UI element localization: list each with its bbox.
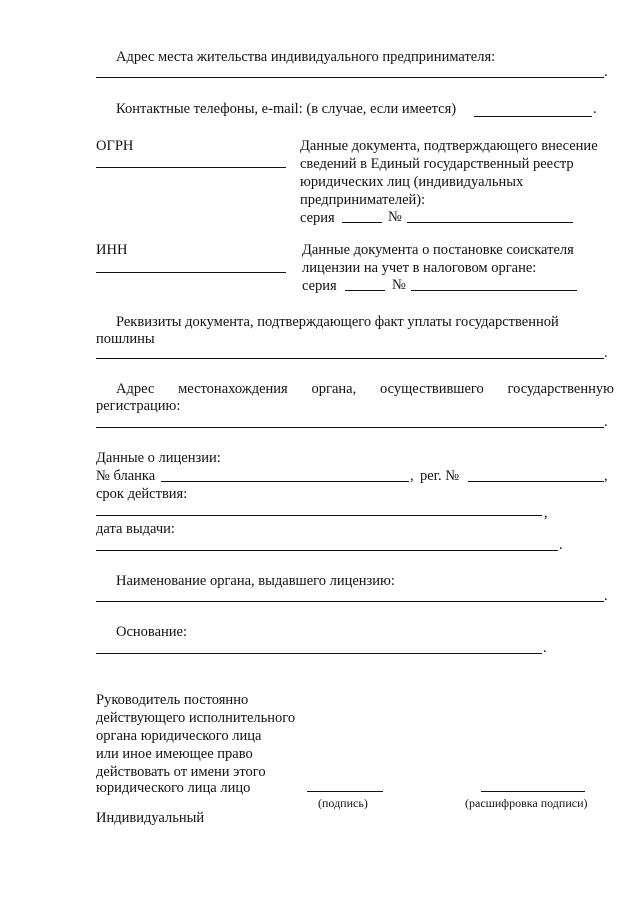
license-heading: Данные о лицензии: [96, 450, 221, 466]
payment-end: . [604, 345, 608, 361]
address-label: Адрес места жительства индивидуального предпринимателя: [116, 49, 496, 65]
inn-label: ИНН [96, 242, 128, 258]
head-line-4: или иное имеющее право [96, 746, 253, 762]
registration-word: государственную [507, 381, 614, 397]
signature-caption: (подпись) [318, 796, 368, 810]
contacts-label: Контактные телефоны, e-mail: (в случае, если имеется) [116, 101, 457, 117]
basis-label: Основание: [116, 624, 187, 640]
registration-line-1 [116, 380, 614, 398]
registration-word: органа, [311, 381, 357, 397]
license-validity-field[interactable] [96, 515, 542, 516]
registration-word: осуществившего [380, 381, 484, 397]
head-line-3: органа юридического лица [96, 728, 262, 744]
license-reg-label: рег. № [420, 468, 460, 484]
license-blank-label: № бланка [96, 468, 156, 484]
contacts-field[interactable] [474, 116, 592, 117]
inn-desc-line-1: Данные документа о постановке соискателя [302, 242, 574, 258]
signature-decryption-field[interactable] [481, 791, 585, 792]
ogrn-series-field[interactable] [342, 222, 382, 223]
ogrn-label: ОГРН [96, 138, 134, 154]
license-issue-date-label: дата выдачи: [96, 521, 175, 537]
ogrn-desc-line-3: юридических лиц (индивидуальных [300, 174, 524, 190]
license-issue-date-field[interactable] [96, 550, 558, 551]
ogrn-desc-line-4: предпринимателей): [300, 192, 426, 208]
address-end: . [604, 64, 608, 80]
issuer-field[interactable] [96, 601, 604, 602]
head-line-1: Руководитель постоянно [96, 692, 249, 708]
inn-number-field[interactable] [411, 290, 577, 291]
ogrn-number-label: № [388, 209, 402, 225]
address-field[interactable] [96, 77, 604, 78]
license-reg-field[interactable] [468, 481, 604, 482]
registration-word: Адрес [116, 381, 155, 397]
registration-line-2: регистрацию: [96, 398, 181, 414]
license-validity-comma: , [544, 505, 548, 521]
license-blank-comma: , [410, 468, 414, 484]
license-blank-field[interactable] [161, 481, 409, 482]
head-line-6: юридического лица лицо [96, 780, 251, 796]
issuer-label: Наименование органа, выдавшего лицензию: [116, 573, 395, 589]
inn-desc-line-2: лицензии на учет в налоговом органе: [302, 260, 537, 276]
basis-field[interactable] [96, 653, 542, 654]
registration-word: местонахождения [178, 381, 288, 397]
ogrn-number-field[interactable] [407, 222, 573, 223]
inn-series-field[interactable] [345, 290, 385, 291]
inn-field[interactable] [96, 272, 286, 273]
basis-end: . [543, 640, 547, 656]
ogrn-field[interactable] [96, 167, 286, 168]
ogrn-desc-line-2: сведений в Единый государственный реестр [300, 156, 574, 172]
head-line-2: действующего исполнительного [96, 710, 296, 726]
payment-field[interactable] [96, 358, 604, 359]
ogrn-desc-line-1: Данные документа, подтверждающего внесение [300, 138, 598, 154]
registration-end: . [604, 414, 608, 430]
issuer-end: . [604, 588, 608, 604]
inn-number-label: № [392, 277, 406, 293]
individual-label: Индивидуальный [96, 810, 205, 826]
inn-series-label: серия [302, 278, 337, 294]
registration-field[interactable] [96, 427, 604, 428]
ogrn-series-label: серия [300, 210, 335, 226]
signature-decryption-caption: (расшифровка подписи) [465, 796, 588, 810]
license-reg-comma: , [604, 468, 608, 484]
head-line-5: действовать от имени этого [96, 764, 266, 780]
contacts-end: . [593, 101, 597, 117]
signature-field[interactable] [307, 791, 383, 792]
license-validity-label: срок действия: [96, 486, 188, 502]
payment-line-1: Реквизиты документа, подтверждающего факт уплаты государственной [116, 314, 559, 330]
payment-line-2: пошлины [96, 331, 155, 347]
license-issue-date-end: . [559, 537, 563, 553]
